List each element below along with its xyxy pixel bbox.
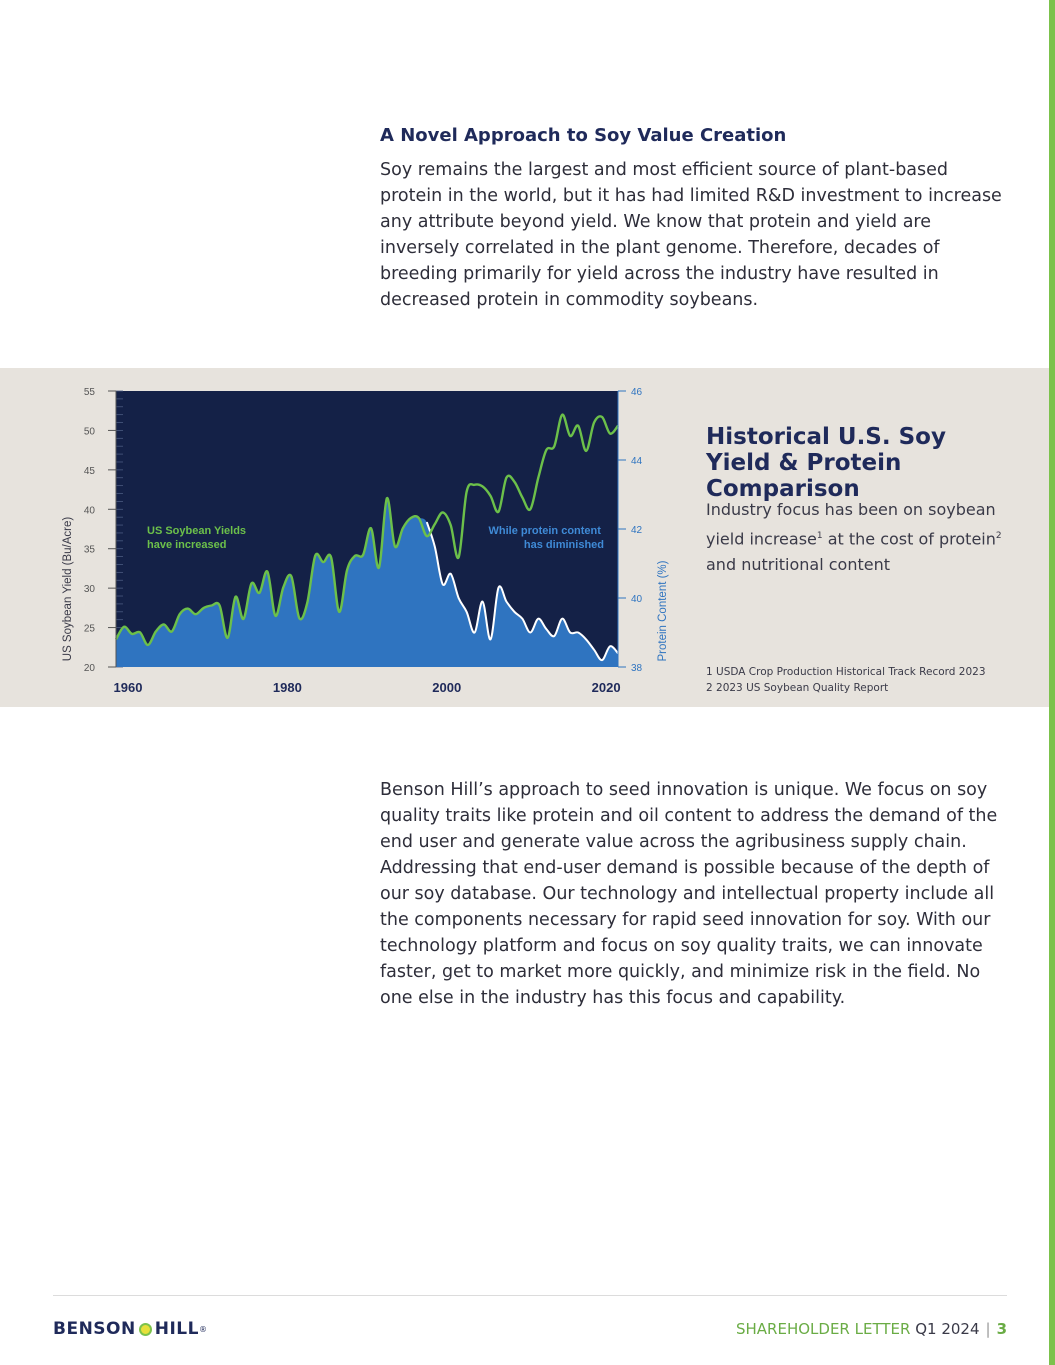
y2-axis-label: Protein Content (%) (657, 560, 669, 662)
footnote-ref-1: 1 (816, 531, 823, 541)
benson-hill-logo (53, 1319, 207, 1339)
y-tick-label: 55 (83, 387, 95, 398)
page-number: 3 (996, 1320, 1007, 1338)
x-tick-label: 2020 (591, 680, 621, 695)
logo-text-benson: BENSON (53, 1319, 136, 1339)
footer-page-label (736, 1320, 1007, 1338)
footer-divider (53, 1295, 1007, 1296)
y2-tick-label: 42 (631, 525, 643, 536)
chart-title: Historical U.S. Soy Yield & Protein Comparison (706, 424, 946, 502)
x-tick-label: 2000 (432, 680, 462, 695)
section-heading: A Novel Approach to Soy Value Creation (380, 125, 787, 146)
y-tick-label: 45 (83, 465, 95, 477)
logo-registered-mark: ® (198, 1324, 208, 1334)
y2-tick-label: 38 (631, 663, 643, 674)
yield-annotation: US Soybean Yields have increased (147, 525, 247, 551)
y2-tick-label: 46 (631, 387, 643, 398)
x-tick-label: 1980 (272, 680, 302, 695)
chart-footnotes (706, 664, 1006, 696)
y-tick-label: 20 (83, 663, 95, 674)
x-tick-label: 1960 (113, 680, 143, 695)
intro-paragraph: Soy remains the largest and most efficient source of plant-based protein in the world, but it has had limited R&D investment to increase any attribute beyond yield. We know that protein and yield are inversely correlated in the plant genome. Therefore, decades of breeding primarily for yield across the industry have resulted in decreased protein in commodity soybeans. (380, 160, 1002, 310)
logo-text-hill: HILL (154, 1319, 199, 1339)
y-tick-label: 30 (83, 584, 95, 596)
y-tick-label: 50 (83, 426, 95, 438)
chart-desc-part1: Industry focus has been on soybean yield increase (706, 500, 996, 549)
y-axis-label: US Soybean Yield (Bu/Acre) (62, 516, 74, 662)
chart-description (706, 497, 1006, 578)
footnote-ref-2: 2 (995, 531, 1002, 541)
y-tick-label: 40 (83, 505, 95, 517)
footnote-1: 1 USDA Crop Production Historical Track Record 2023 (706, 666, 986, 678)
chart-desc-part3: and nutritional content (706, 555, 891, 575)
protein-annotation: While protein content has diminished (488, 525, 604, 551)
quarter-label: Q1 2024 (915, 1320, 980, 1338)
y-tick-label: 25 (83, 623, 95, 635)
approach-paragraph: Benson Hill’s approach to seed innovation is unique. We focus on soy quality traits like protein and oil content to address the demand of the end user and generate value across the agribusiness supply chain. Addressing that end-user demand is possible because of the depth of our soy database. Our technology and intellectual property include all the components necessary for rapid seed innovation for soy. With our technology platform and focus on soy quality traits, we can innovate faster, get to market more quickly, and minimize risk in the field. No one else in the industry has this focus and capability. (380, 780, 998, 1008)
y2-tick-label: 40 (631, 594, 643, 605)
letter-label: SHAREHOLDER LETTER (736, 1320, 911, 1338)
footnote-2: 2 2023 US Soybean Quality Report (706, 682, 889, 694)
footer-separator: | (985, 1320, 991, 1338)
logo-dot-icon (139, 1323, 152, 1336)
y2-tick-label: 44 (631, 456, 643, 467)
chart-desc-part2: at the cost of protein (822, 529, 996, 549)
y-tick-label: 35 (83, 544, 95, 556)
